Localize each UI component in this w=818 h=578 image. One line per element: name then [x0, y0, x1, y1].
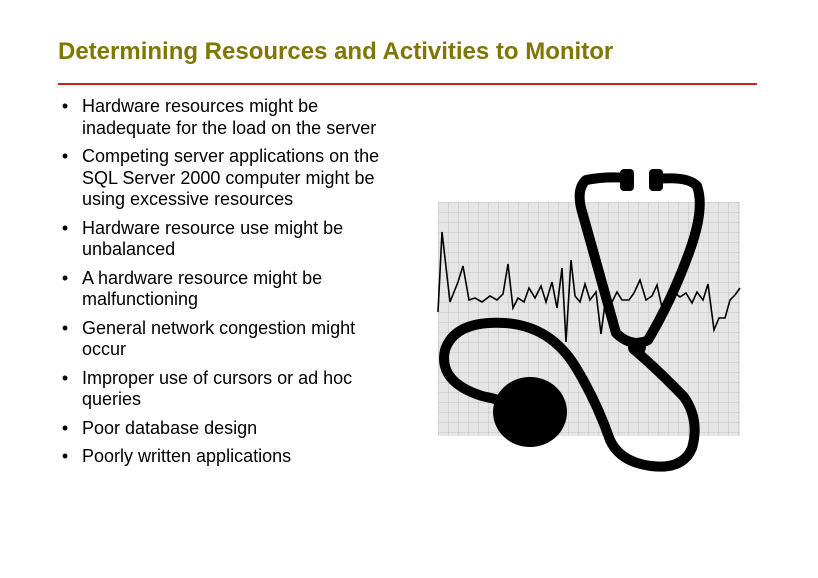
bullet-text: Competing server applications on the SQL Server 2000 computer might be using excessive resources [82, 146, 380, 209]
bullet-item [58, 318, 398, 361]
bullet-item [58, 146, 398, 211]
bullet-text: Hardware resources might be inadequate for the load on the server [82, 96, 377, 138]
bullet-marker: • [61, 146, 69, 166]
bullet-marker: • [61, 96, 69, 116]
bullet-marker: • [61, 217, 69, 238]
bullet-marker: • [61, 446, 69, 466]
slide-title: Determining Resources and Activities to Monitor [58, 38, 614, 65]
title-divider [58, 83, 757, 85]
bullet-text: Poorly written applications [82, 446, 292, 466]
bullet-text: Poor database design [82, 417, 258, 438]
bullet-list [58, 96, 398, 475]
stethoscope-ecg-icon [436, 160, 742, 480]
bullet-text: Improper use of cursors or ad hoc queries [82, 367, 353, 409]
bullet-item [58, 446, 398, 468]
bullet-text: General network congestion might occur [82, 317, 356, 359]
bullet-marker: • [61, 367, 69, 388]
bullet-marker: • [61, 317, 69, 338]
bullet-marker: • [61, 267, 69, 288]
chestpiece [493, 377, 567, 447]
earpiece-right [649, 169, 663, 191]
bullet-item [58, 218, 398, 261]
bullet-item [58, 368, 398, 411]
bullet-item [58, 418, 398, 440]
earpiece-left [620, 169, 634, 191]
bullet-marker: • [61, 417, 69, 438]
bullet-item [58, 96, 398, 139]
bullet-item [58, 268, 398, 311]
bullet-text: Hardware resource use might be unbalanced [82, 217, 344, 259]
bullet-text: A hardware resource might be malfunctioning [82, 267, 323, 309]
